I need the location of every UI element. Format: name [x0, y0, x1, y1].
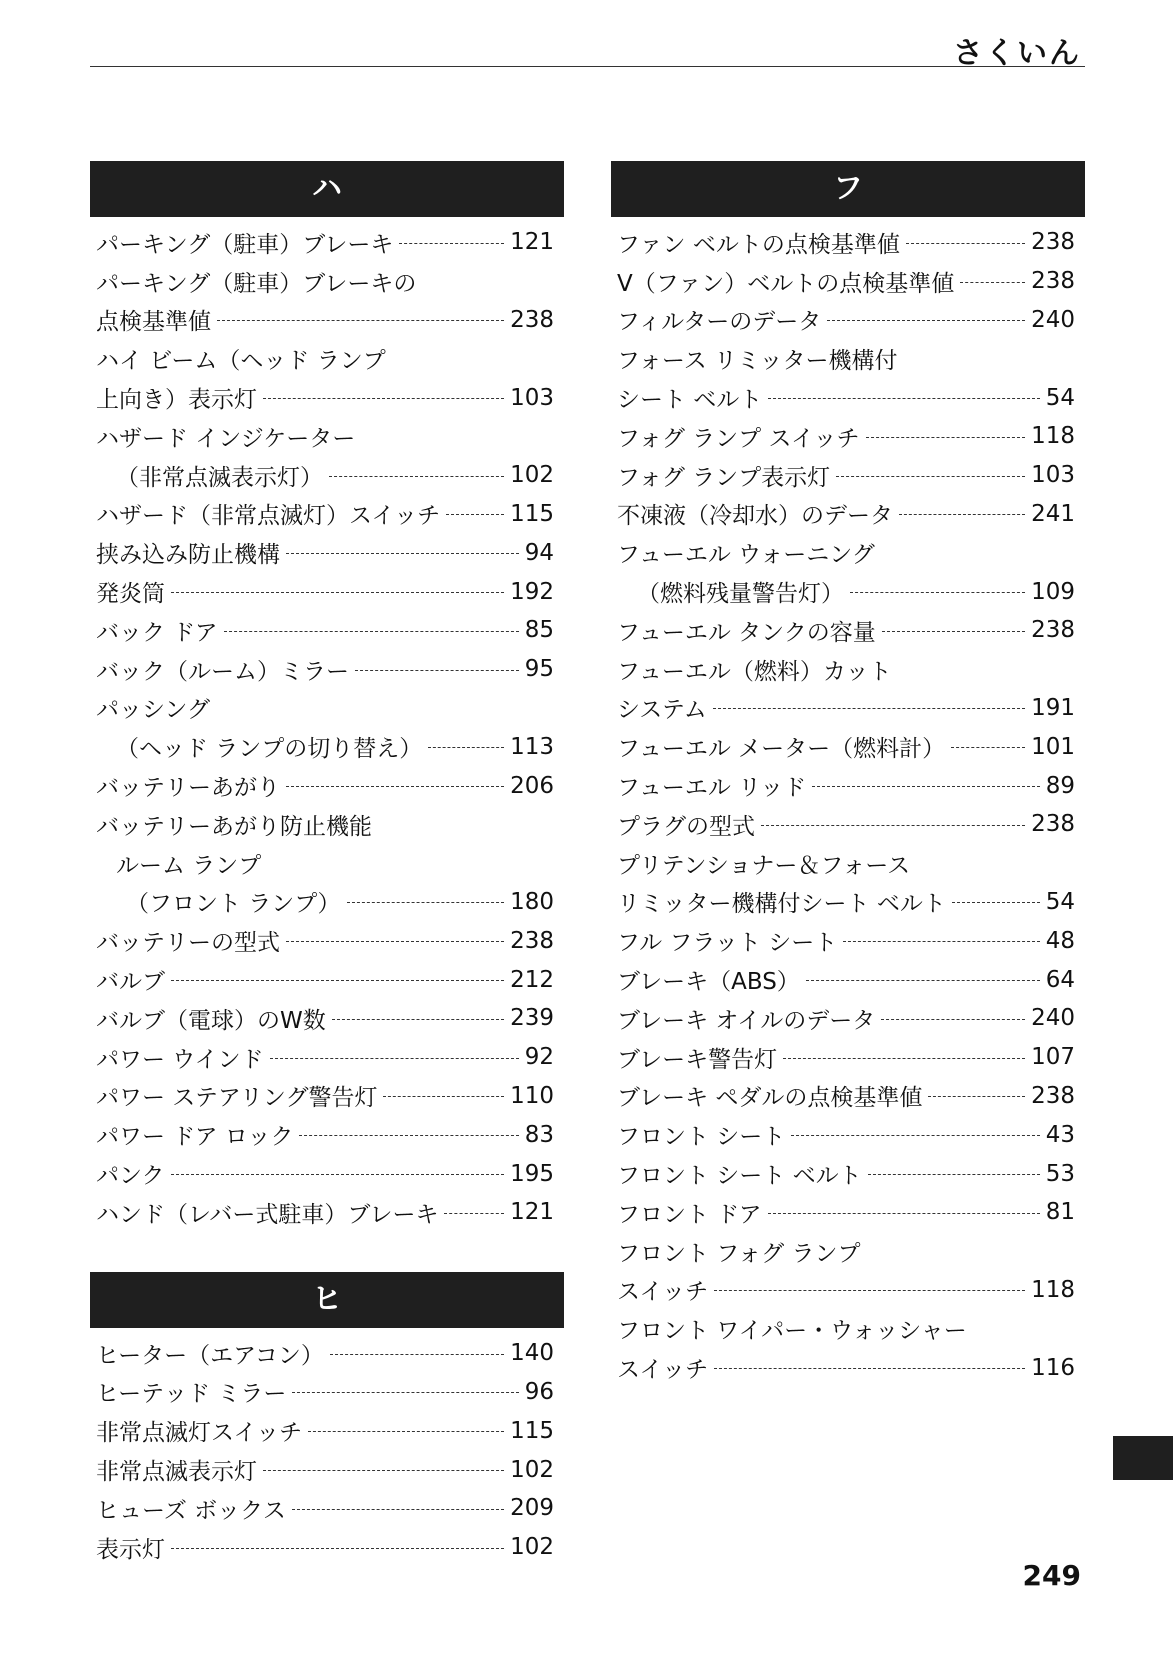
- index-entry: [90, 766, 564, 805]
- entry-page-ref: 115: [510, 500, 554, 527]
- entry-page-ref: 110: [510, 1082, 554, 1109]
- entry-page-ref: 238: [1031, 268, 1075, 295]
- dot-leader: [308, 1431, 504, 1432]
- entry-term: バルブ: [96, 969, 165, 996]
- index-entry: [90, 339, 564, 378]
- index-entry: [90, 1334, 564, 1373]
- dot-leader: [299, 1135, 518, 1136]
- index-entry: [90, 1038, 564, 1077]
- index-entry: [611, 805, 1085, 844]
- entry-page-ref: 121: [510, 1199, 554, 1226]
- index-entry: [90, 689, 564, 728]
- dot-leader: [383, 1096, 504, 1097]
- entry-page-ref: 206: [510, 772, 554, 799]
- entry-term: ブレーキ オイルのデータ: [617, 1007, 876, 1034]
- index-entry: [611, 1038, 1085, 1077]
- entry-term: フロント フォグ ランプ: [617, 1240, 861, 1267]
- entry-term: （ヘッド ランプの切り替え）: [116, 736, 423, 763]
- entry-term: プラグの型式: [617, 813, 755, 840]
- dot-leader: [906, 243, 1025, 244]
- entry-term: パンク: [96, 1163, 165, 1190]
- entry-term: （燃料残量警告灯）: [637, 581, 844, 608]
- entry-term: 表示灯: [96, 1536, 165, 1563]
- entry-term: スイッチ: [617, 1279, 709, 1306]
- index-column-left: [90, 161, 564, 1607]
- index-entry: [611, 999, 1085, 1038]
- index-entry: [611, 921, 1085, 960]
- index-entry: [90, 456, 564, 495]
- index-entry: [90, 378, 564, 417]
- entry-term: 発炎筒: [96, 581, 165, 608]
- index-entry: [611, 689, 1085, 728]
- dot-leader: [171, 1174, 505, 1175]
- dot-leader: [171, 592, 504, 593]
- entry-term: パーキング（駐車）ブレーキの: [96, 270, 417, 297]
- dot-leader: [881, 1019, 1025, 1020]
- entry-page-ref: 239: [510, 1005, 554, 1032]
- entry-page-ref: 238: [510, 306, 554, 333]
- entry-term: パッシング: [96, 697, 210, 724]
- entry-page-ref: 94: [524, 539, 554, 566]
- dot-leader: [286, 786, 504, 787]
- index-entry: [611, 378, 1085, 417]
- dot-leader: [882, 631, 1025, 632]
- entry-term: フロント ワイパー・ウォッシャー: [617, 1318, 967, 1345]
- header-divider: [90, 66, 1085, 67]
- entry-page-ref: 85: [524, 617, 554, 644]
- entry-page-ref: 107: [1031, 1044, 1075, 1071]
- entry-page-ref: 238: [510, 927, 554, 954]
- entry-page-ref: 118: [1031, 423, 1075, 450]
- dot-leader: [292, 1392, 518, 1393]
- dot-leader: [171, 980, 504, 981]
- index-entry: [90, 495, 564, 534]
- dot-leader: [836, 476, 1025, 477]
- index-entry: [611, 456, 1085, 495]
- entry-term: ヒーテッド ミラー: [96, 1381, 287, 1408]
- entry-page-ref: 238: [1031, 811, 1075, 838]
- entry-term: ファン ベルトの点検基準値: [617, 231, 900, 258]
- entry-page-ref: 109: [1031, 578, 1075, 605]
- entry-term: パワー ステアリング警告灯: [96, 1085, 378, 1112]
- entry-page-ref: 96: [524, 1378, 554, 1405]
- index-entry: [611, 883, 1085, 922]
- entry-term: 非常点滅灯スイッチ: [96, 1420, 303, 1447]
- entry-page-ref: 48: [1045, 927, 1075, 954]
- entry-term: プリテンショナー＆フォース: [617, 852, 911, 879]
- index-entry: [611, 301, 1085, 340]
- entry-page-ref: 241: [1031, 500, 1075, 527]
- entry-term: フューエル（燃料）カット: [617, 658, 892, 685]
- entry-term: フューエル タンクの容量: [617, 619, 876, 646]
- dot-leader: [806, 980, 1040, 981]
- dot-leader: [960, 282, 1025, 283]
- index-entry: [90, 650, 564, 689]
- entry-term: ブレーキ ペダルの点検基準値: [617, 1085, 923, 1112]
- entry-term: フォグ ランプ スイッチ: [617, 425, 860, 452]
- index-entry: [90, 301, 564, 340]
- entry-page-ref: 180: [510, 888, 554, 915]
- entry-term: ハザード（非常点滅灯）スイッチ: [96, 503, 441, 530]
- index-entry: [611, 727, 1085, 766]
- dot-leader: [171, 1548, 504, 1549]
- index-entry: [90, 727, 564, 766]
- index-entry: [90, 921, 564, 960]
- dot-leader: [928, 1096, 1025, 1097]
- index-entry: [611, 339, 1085, 378]
- index-entry: [611, 844, 1085, 883]
- dot-leader: [446, 514, 504, 515]
- entry-page-ref: 238: [1031, 617, 1075, 644]
- entry-term: フォグ ランプ表示灯: [617, 464, 831, 491]
- entry-term: ブレーキ警告灯: [617, 1046, 778, 1073]
- index-entry: [611, 262, 1085, 301]
- dot-leader: [329, 476, 504, 477]
- dot-leader: [952, 902, 1040, 903]
- index-entry: [90, 1154, 564, 1193]
- dot-leader: [270, 1058, 519, 1059]
- index-entry: [90, 572, 564, 611]
- entry-term: フューエル メーター（燃料計）: [617, 736, 946, 763]
- entry-term: パワー ドア ロック: [96, 1124, 294, 1151]
- entry-term: バッテリーあがり防止機能: [96, 813, 372, 840]
- entry-term: ハイ ビーム（ヘッド ランプ: [96, 348, 386, 375]
- dot-leader: [812, 786, 1039, 787]
- index-entry: [90, 805, 564, 844]
- entry-page-ref: 191: [1031, 694, 1075, 721]
- entry-term: 非常点滅表示灯: [96, 1459, 257, 1485]
- dot-leader: [263, 398, 504, 399]
- dot-leader: [263, 1470, 504, 1471]
- dot-leader: [791, 1135, 1039, 1136]
- entry-term: システム: [617, 697, 707, 724]
- entry-page-ref: 195: [510, 1160, 554, 1187]
- section-heading: ハ: [90, 161, 564, 217]
- dot-leader: [347, 902, 505, 903]
- entry-page-ref: 121: [510, 229, 554, 256]
- section-heading: フ: [611, 161, 1085, 217]
- entry-term: フューエル リッド: [617, 775, 807, 802]
- index-entry: [90, 1077, 564, 1116]
- entry-page-ref: 92: [524, 1044, 554, 1071]
- entry-page-ref: 64: [1045, 966, 1075, 993]
- entry-term: シート ベルト: [617, 387, 763, 414]
- dot-leader: [783, 1058, 1025, 1059]
- entry-page-ref: 102: [510, 1456, 554, 1483]
- dot-leader: [899, 514, 1025, 515]
- entry-term: 挟み込み防止機構: [96, 542, 280, 569]
- index-entry: [611, 1271, 1085, 1310]
- index-entry: [90, 223, 564, 262]
- entry-term: （フロント ランプ）: [126, 891, 341, 918]
- dot-leader: [292, 1509, 504, 1510]
- dot-leader: [714, 1368, 1025, 1369]
- entry-term: ブレーキ（ABS）: [617, 969, 800, 996]
- dot-leader: [286, 553, 519, 554]
- index-entry: [90, 533, 564, 572]
- entry-term: ハザード インジケーター: [96, 425, 356, 452]
- entry-term: バッテリーの型式: [96, 930, 280, 957]
- index-entry: [611, 1232, 1085, 1271]
- section-heading: ヒ: [90, 1272, 564, 1328]
- dot-leader: [951, 747, 1025, 748]
- page-number: 249: [1022, 1559, 1081, 1592]
- entry-page-ref: 212: [510, 966, 554, 993]
- entry-page-ref: 238: [1031, 229, 1075, 256]
- entry-term: スイッチ: [617, 1357, 709, 1383]
- dot-leader: [714, 1290, 1025, 1291]
- dot-leader: [868, 1174, 1040, 1175]
- index-entry: [90, 1115, 564, 1154]
- index-entry: [90, 1489, 564, 1528]
- index-section: [611, 161, 1085, 1387]
- entry-page-ref: 102: [510, 462, 554, 489]
- entry-page-ref: 53: [1045, 1160, 1075, 1187]
- entry-list: [90, 1328, 564, 1567]
- entry-page-ref: 240: [1031, 1005, 1075, 1032]
- entry-term: バルブ（電球）のW数: [96, 1007, 326, 1034]
- index-entry: [90, 999, 564, 1038]
- entry-term: バック ドア: [96, 619, 218, 646]
- entry-term: フィルターのデータ: [617, 309, 822, 336]
- dot-leader: [444, 1213, 504, 1214]
- entry-page-ref: 113: [510, 733, 554, 760]
- entry-term: ハンド（レバー式駐車）ブレーキ: [96, 1201, 439, 1228]
- dot-leader: [224, 631, 519, 632]
- entry-term: パーキング（駐車）ブレーキ: [96, 231, 394, 258]
- entry-list: [90, 217, 564, 1232]
- index-entry: [611, 417, 1085, 456]
- index-entry: [611, 572, 1085, 611]
- entry-term: 不凍液（冷却水）のデータ: [617, 503, 893, 530]
- entry-term: フォース リミッター機構付: [617, 348, 898, 375]
- index-entry: [90, 611, 564, 650]
- index-entry: [611, 650, 1085, 689]
- index-entry: [90, 1411, 564, 1450]
- dot-leader: [827, 320, 1025, 321]
- dot-leader: [768, 398, 1039, 399]
- entry-page-ref: 103: [510, 384, 554, 411]
- index-entry: [90, 883, 564, 922]
- entry-term: フル フラット シート: [617, 930, 838, 957]
- index-entry: [90, 960, 564, 999]
- dot-leader: [332, 1019, 504, 1020]
- entry-page-ref: 95: [524, 656, 554, 683]
- dot-leader: [761, 825, 1025, 826]
- dot-leader: [428, 747, 504, 748]
- entry-page-ref: 116: [1031, 1354, 1075, 1381]
- index-entry: [611, 533, 1085, 572]
- entry-page-ref: 192: [510, 578, 554, 605]
- dot-leader: [866, 437, 1026, 438]
- entry-page-ref: 115: [510, 1417, 554, 1444]
- entry-term: フューエル ウォーニング: [617, 542, 875, 569]
- index-entry: [611, 495, 1085, 534]
- index-entry: [611, 960, 1085, 999]
- dot-leader: [217, 320, 504, 321]
- entry-page-ref: 43: [1045, 1121, 1075, 1148]
- index-entry: [611, 1348, 1085, 1387]
- entry-page-ref: 240: [1031, 306, 1075, 333]
- dot-leader: [713, 708, 1025, 709]
- index-entry: [90, 417, 564, 456]
- entry-page-ref: 140: [510, 1340, 554, 1367]
- index-entry: [611, 1154, 1085, 1193]
- entry-page-ref: 54: [1045, 384, 1075, 411]
- entry-page-ref: 54: [1045, 888, 1075, 915]
- entry-term: フロント シート ベルト: [617, 1163, 862, 1190]
- dot-leader: [843, 941, 1039, 942]
- entry-page-ref: 83: [524, 1121, 554, 1148]
- entry-page-ref: 103: [1031, 462, 1075, 489]
- dot-leader: [286, 941, 504, 942]
- index-entry: [611, 1193, 1085, 1232]
- index-section: [90, 161, 564, 1232]
- dot-leader: [355, 670, 519, 671]
- entry-term: 上向き）表示灯: [96, 387, 257, 414]
- entry-term: バック（ルーム）ミラー: [96, 658, 349, 685]
- index-column-right: [611, 161, 1085, 1427]
- dot-leader: [330, 1354, 504, 1355]
- index-entry: [611, 611, 1085, 650]
- index-tab-marker: [1113, 1436, 1173, 1480]
- index-entry: [611, 1077, 1085, 1116]
- index-entry: [611, 223, 1085, 262]
- dot-leader: [399, 243, 504, 244]
- entry-term: リミッター機構付シート ベルト: [617, 891, 946, 918]
- entry-term: ヒューズ ボックス: [96, 1497, 286, 1524]
- entry-term: ルーム ランプ: [116, 852, 262, 879]
- entry-page-ref: 209: [510, 1495, 554, 1522]
- entry-list: [611, 217, 1085, 1387]
- index-entry: [611, 766, 1085, 805]
- entry-page-ref: 89: [1045, 772, 1075, 799]
- index-entry: [611, 1309, 1085, 1348]
- index-entry: [90, 844, 564, 883]
- index-section: [90, 1272, 564, 1567]
- entry-term: 点検基準値: [96, 309, 211, 336]
- entry-term: フロント ドア: [617, 1201, 762, 1228]
- index-entry: [90, 1450, 564, 1489]
- entry-page-ref: 238: [1031, 1082, 1075, 1109]
- entry-page-ref: 102: [510, 1534, 554, 1561]
- dot-leader: [768, 1213, 1040, 1214]
- entry-page-ref: 118: [1031, 1276, 1075, 1303]
- entry-term: （非常点滅表示灯）: [116, 464, 323, 491]
- entry-term: ヒーター（エアコン）: [96, 1342, 324, 1369]
- entry-page-ref: 101: [1031, 733, 1075, 760]
- entry-term: V（ファン）ベルトの点検基準値: [617, 270, 955, 297]
- index-entry: [90, 1373, 564, 1412]
- index-entry: [90, 1528, 564, 1567]
- index-entry: [90, 1193, 564, 1232]
- index-entry: [90, 262, 564, 301]
- entry-term: バッテリーあがり: [96, 775, 280, 802]
- dot-leader: [850, 592, 1025, 593]
- index-entry: [611, 1115, 1085, 1154]
- entry-term: フロント シート: [617, 1124, 786, 1151]
- entry-page-ref: 81: [1045, 1199, 1075, 1226]
- entry-term: パワー ウインド: [96, 1046, 264, 1073]
- page-header-title: さくいん: [953, 36, 1081, 71]
